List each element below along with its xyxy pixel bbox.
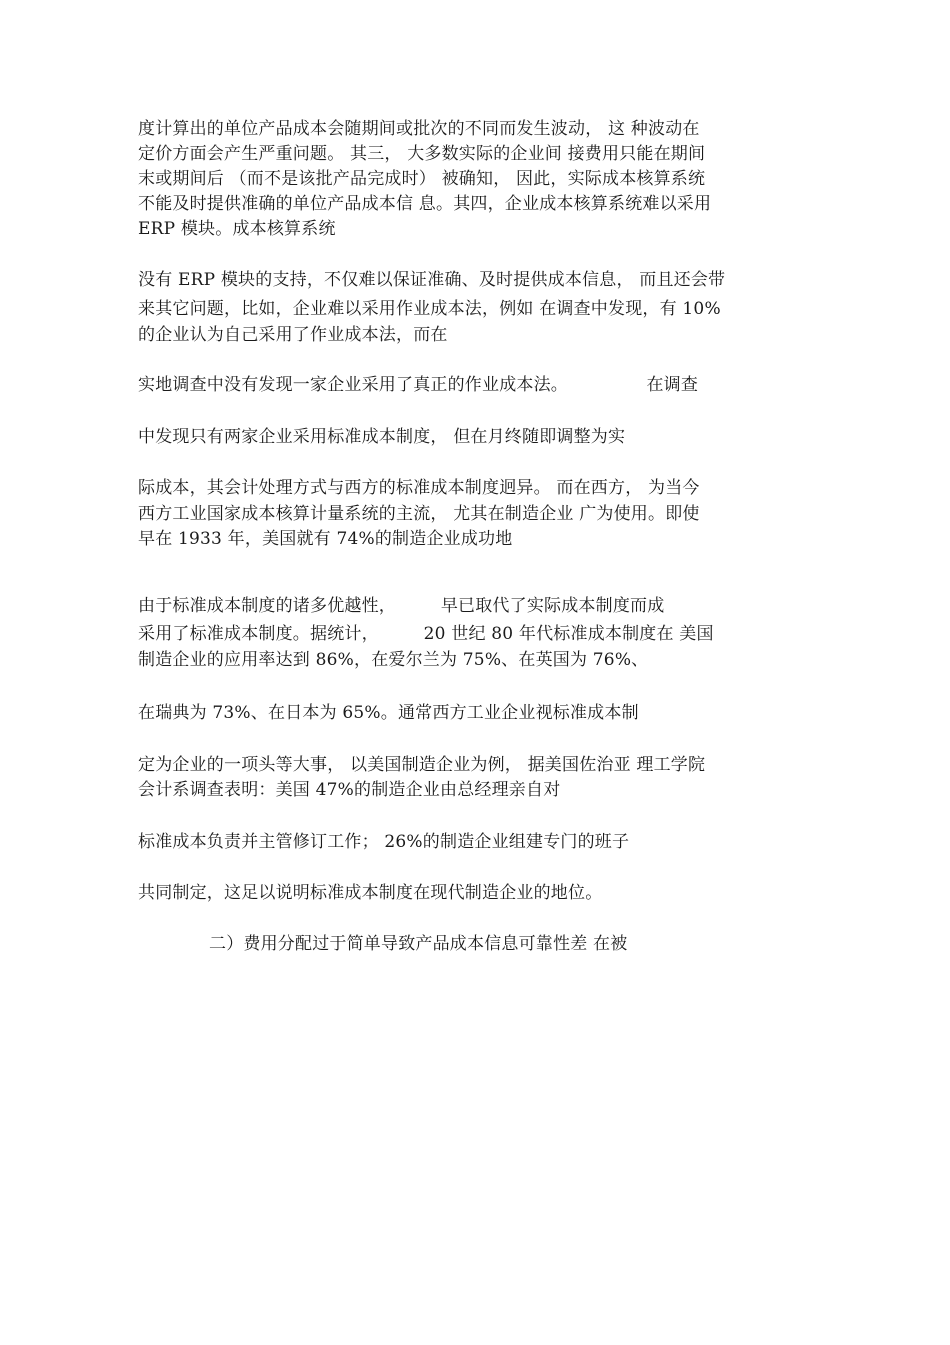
text-line: 西方工业国家成本核算计量系统的主流， 尤其在制造企业 广为使用。即使 [138, 504, 700, 524]
text-line: 中发现只有两家企业采用标准成本制度， 但在月终随即调整为实 [138, 427, 626, 447]
text-line: 由于标准成本制度的诸多优越性， 早已取代了实际成本制度而成 [138, 596, 665, 616]
text-line: 实地调查中没有发现一家企业采用了真正的作业成本法。 在调查 [138, 375, 699, 395]
text-line: 的企业认为自己采用了作业成本法，而在 [138, 325, 448, 345]
text-line: 定为企业的一项头等大事， 以美国制造企业为例， 据美国佐治亚 理工学院 [138, 755, 706, 775]
text-line: 共同制定，这足以说明标准成本制度在现代制造企业的地位。 [138, 883, 603, 903]
text-line: 没有 ERP 模块的支持，不仅难以保证准确、及时提供成本信息， 而且还会带 [138, 270, 726, 290]
text-line: 采用了标准成本制度。据统计， 20 世纪 80 年代标准成本制度在 美国 [138, 624, 714, 644]
text-line: 度计算出的单位产品成本会随期间或批次的不同而发生波动， 这 种波动在 [138, 119, 700, 139]
text-line: 会计系调查表明：美国 47%的制造企业由总经理亲自对 [138, 780, 561, 800]
section-heading: 二）费用分配过于简单导致产品成本信息可靠性差 在被 [209, 934, 628, 954]
text-line: 制造企业的应用率达到 86%，在爱尔兰为 75%、在英国为 76%、 [138, 650, 649, 670]
text-line: 定价方面会产生严重问题。 其三， 大多数实际的企业间 接费用只能在期间 [138, 144, 706, 164]
text-line: 末或期间后 （而不是该批产品完成时） 被确知， 因此，实际成本核算系统 [138, 169, 706, 189]
text-line: 际成本，其会计处理方式与西方的标准成本制度迥异。 而在西方， 为当今 [138, 478, 700, 498]
text-line: 不能及时提供准确的单位产品成本信 息。其四，企业成本核算系统难以采用 [138, 194, 712, 214]
text-line: 在瑞典为 73%、在日本为 65%。通常西方工业企业视标准成本制 [138, 703, 639, 723]
text-line: 来其它问题，比如，企业难以采用作业成本法，例如 在调查中发现，有 10% [138, 299, 721, 319]
text-line: ERP 模块。成本核算系统 [138, 219, 336, 239]
text-line: 早在 1933 年，美国就有 74%的制造企业成功地 [138, 529, 513, 549]
text-line: 标准成本负责并主管修订工作； 26%的制造企业组建专门的班子 [138, 832, 630, 852]
